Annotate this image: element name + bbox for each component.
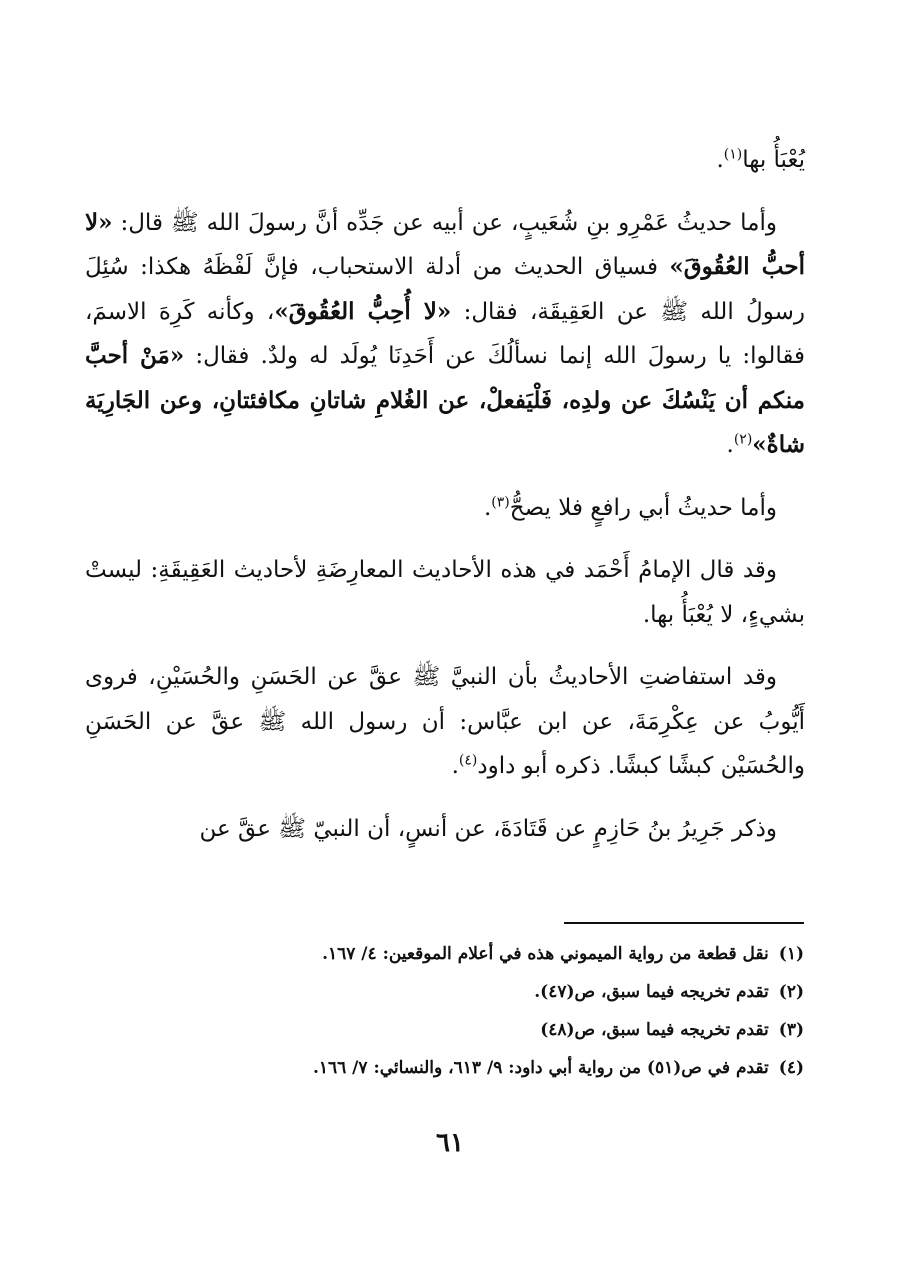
- footnote-ref-4: (٤): [458, 752, 478, 769]
- footnote-text: تقدم تخريجه فيما سبق، ص(٤٧).: [534, 982, 769, 1002]
- main-text: [85, 138, 805, 869]
- footnote-ref-1: (١): [723, 146, 743, 163]
- footnote-4: [124, 1049, 804, 1087]
- paragraph-2: [85, 201, 805, 468]
- footnote-ref-2: (٢): [733, 431, 753, 448]
- footnote-text: تقدم تخريجه فيما سبق، ص(٤٨): [540, 1020, 769, 1040]
- text-segment: فسياق الحديث من أدلة الاستحباب، فإنَّ لَفْظَهُ هكذا: سُئِلَ رسولُ الله ﷺ عن العَقِيقَة، فقال:: [85, 254, 805, 325]
- footnote-number: (٢): [778, 982, 804, 1002]
- text-segment: .: [483, 494, 492, 521]
- footnote-text: تقدم في ص(٥١) من رواية أبي داود: ٩/ ٦١٣، والنسائي: ٧/ ١٦٦.: [312, 1058, 769, 1078]
- footnotes: [124, 935, 804, 1087]
- text-segment: .: [451, 753, 459, 779]
- text-segment: وأما حديثُ عَمْرِو بنِ شُعَيبٍ، عن أبيه عن جَدِّه أنَّ رسولَ الله ﷺ قال:: [112, 209, 777, 236]
- hadith-quote: «لا أحبُّ العُقُوقَ»: [85, 208, 805, 280]
- footnote-1: [124, 935, 804, 973]
- footnote-ref-3: (٣): [491, 493, 510, 510]
- paragraph-1: [85, 138, 805, 183]
- footnote-number: (٣): [778, 1020, 804, 1040]
- paragraph-3: [85, 486, 805, 531]
- footnote-3: [124, 1011, 804, 1049]
- paragraph-4: وقد قال الإمامُ أَحْمَد في هذه الأحاديث المعارِضَةِ لأحاديث العَقِيقَةِ: ليستْ بشيءٍ، لا يُعْبَأُ بها.: [85, 557, 805, 628]
- footnote-text: نقل قطعة من رواية الميموني هذه في أعلام الموقعين: ٤/ ١٦٧.: [322, 944, 769, 964]
- text-segment: وقد استفاضتِ الأحاديثُ بأن النبيَّ ﷺ عقَّ عن الحَسَنِ والحُسَيْنِ، فروى أَيُّوبُ عن عِكْرِمَةَ، عن ابن عبَّاس: أن رسول الله ﷺ عقَّ عن الحَسَنِ والحُسَيْن كبشًا كبشًا. ذكره أبو داود: [85, 664, 805, 779]
- footnote-separator: [564, 922, 804, 924]
- footnote-number: (٤): [778, 1058, 804, 1078]
- text-segment: ، وكأنه كَرِهَ الاسمَ، فقالوا: يا رسولَ الله إنما نسألُكَ عن أَحَدِنَا يُولَد له ولدٌ. فقال:: [85, 298, 805, 369]
- text-segment: يُعْبَأُ بها: [742, 147, 805, 173]
- text-segment: وأما حديثُ أبي رافعٍ فلا يصحُّ: [509, 494, 777, 521]
- paragraph-5: [85, 655, 805, 789]
- footnote-2: [124, 973, 804, 1011]
- footnote-number: (١): [778, 944, 804, 964]
- page-number: ٦١: [436, 1128, 464, 1158]
- paragraph-6: وذكر جَرِيرُ بنُ حَازِمٍ عن قَتَادَةَ، عن أنسٍ، أن النبيّ ﷺ عقَّ عن: [199, 815, 777, 842]
- hadith-quote: «مَنْ أحبَّ منكم أن يَنْسُكَ عن ولدِه، فَلْيَفعلْ، عن الغُلامِ شاتانِ مكافئتانِ، وعن الجَارِيَة شاةٌ»: [85, 342, 805, 458]
- text-segment: .: [726, 432, 734, 458]
- hadith-quote: «لا أُحِبُّ العُقُوقَ»: [274, 297, 452, 325]
- text-segment: .: [716, 147, 724, 173]
